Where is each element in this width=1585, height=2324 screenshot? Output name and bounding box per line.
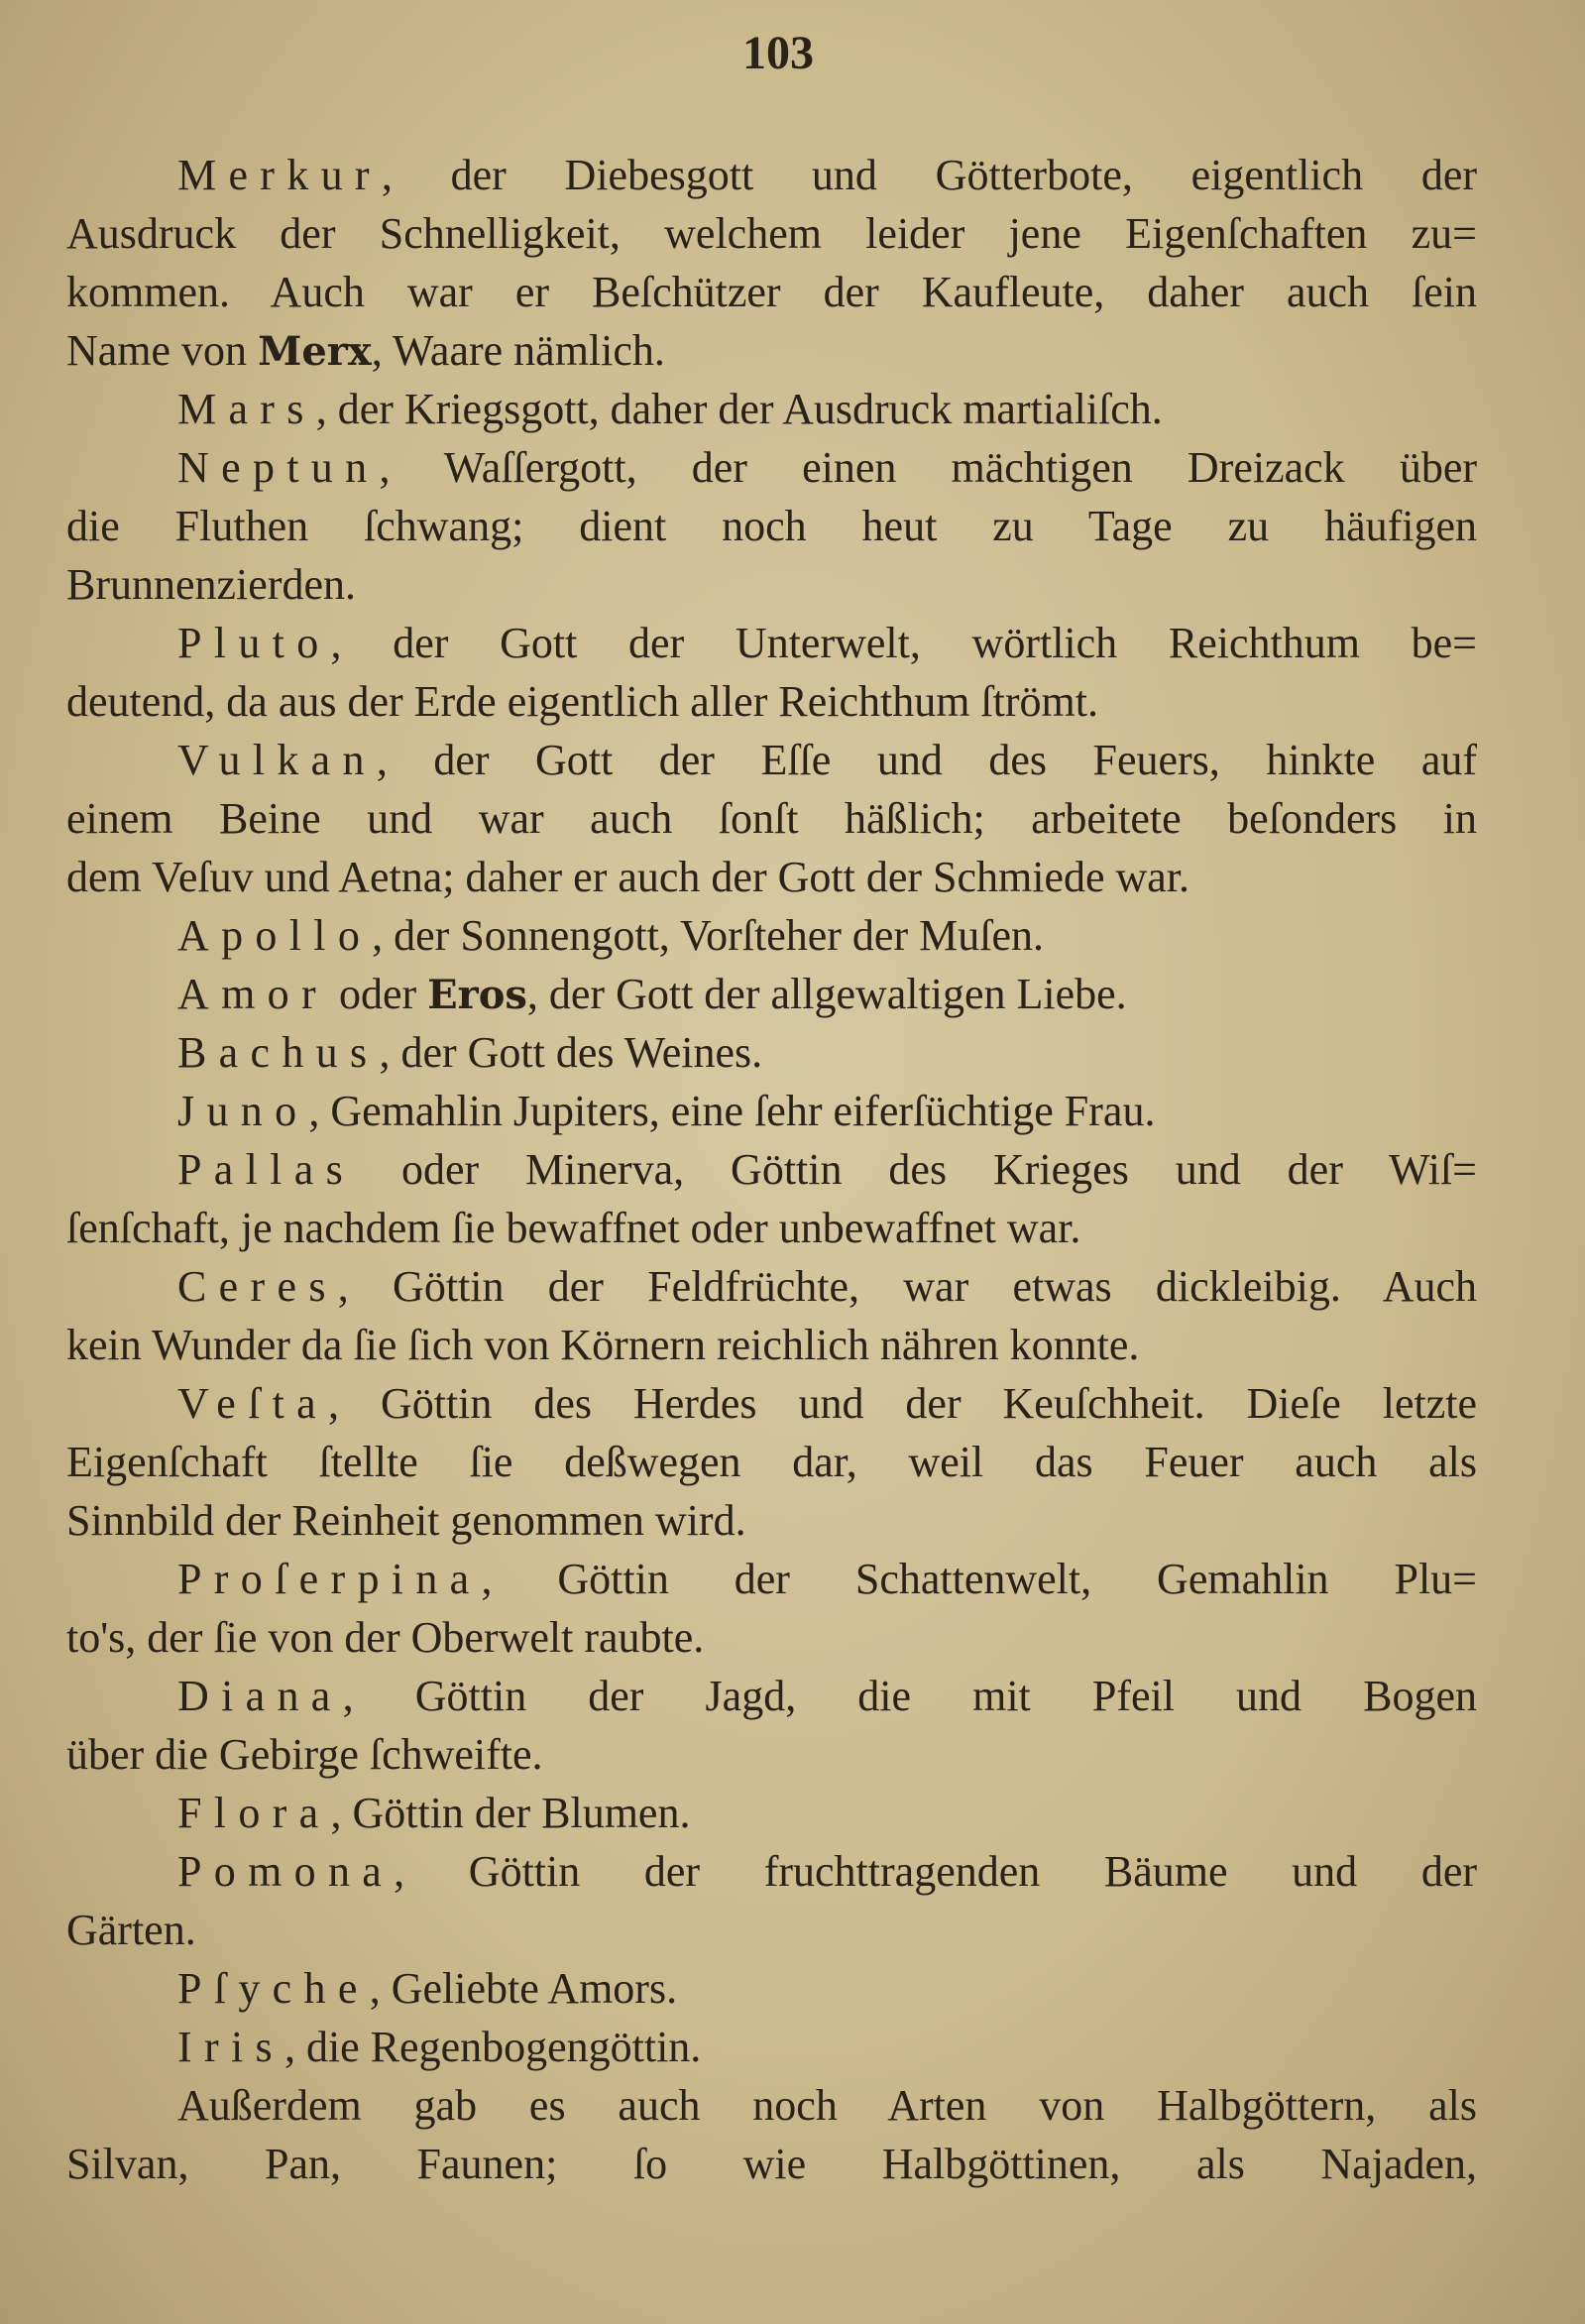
line-text: , Waſſergott, der einen mächtigen Dreizack über [379, 443, 1477, 492]
line-text: , Gemahlin Jupiters, eine ſehr eiferſüchtige Frau. [308, 1087, 1156, 1135]
text-line [66, 789, 1477, 848]
text-line [66, 1959, 1477, 2018]
text-line [66, 1433, 1477, 1491]
line-text: , Göttin der Jagd, die mit Pfeil und Bogen [342, 1672, 1477, 1720]
line-text: einem Beine und war auch ſonſt häßlich; arbeitete beſonders in [66, 794, 1477, 843]
deity-name: Pſyche [177, 1964, 370, 2013]
line-text: ſenſchaft, je nachdem ſie bewaffnet oder unbewaffnet war. [66, 1204, 1081, 1252]
text-line [66, 672, 1477, 731]
deity-name: Juno [177, 1087, 309, 1135]
text-line [66, 1667, 1477, 1725]
deity-name: Mars [177, 385, 316, 433]
text-line [66, 380, 1477, 438]
deity-name: Bachus [177, 1028, 380, 1077]
text-line [66, 1140, 1477, 1199]
text-line [66, 2018, 1477, 2076]
page-number: 103 [742, 27, 814, 79]
line-text: , Göttin der Feldfrüchte, war etwas dickleibig. Auch [337, 1262, 1477, 1311]
text-line [66, 1608, 1477, 1667]
line-text: , Göttin der fruchttragenden Bäume und der [394, 1847, 1477, 1896]
text-line [66, 731, 1477, 789]
deity-name: Vulkan [177, 736, 377, 784]
line-text: Außerdem gab es auch noch Arten von Halbgöttern, als [177, 2081, 1477, 2130]
line-text: deutend, da aus der Erde eigentlich aller Reichthum ſtrömt. [66, 677, 1098, 726]
line-text: , Geliebte Amors. [369, 1964, 678, 2013]
line-text: , die Regenbogengöttin. [283, 2023, 702, 2071]
line-text: Silvan, Pan, Faunen; ſo wie Halbgöttinen, als Najaden, [66, 2140, 1477, 2188]
text-line [66, 321, 1477, 380]
antiqua-word: Merx [258, 328, 372, 375]
text-line [66, 1550, 1477, 1608]
deity-name: Neptun [177, 443, 380, 492]
line-text: dem Veſuv und Aetna; daher er auch der Gott der Schmiede war. [66, 853, 1190, 901]
deity-name: Ceres [177, 1262, 338, 1311]
text-line [66, 497, 1477, 555]
line-text: , der Gott der Eſſe und des Feuers, hinkte auf [376, 736, 1477, 784]
text-line [66, 965, 1477, 1023]
line-text: , Waare nämlich. [371, 326, 665, 375]
deity-name: Amor [177, 970, 328, 1018]
deity-name: Pluto [177, 619, 331, 667]
text-line [66, 1199, 1477, 1257]
deity-name: Apollo [177, 911, 373, 960]
text-line [66, 614, 1477, 672]
line-text: Brunnenzierden. [66, 560, 356, 609]
body-text [66, 146, 1477, 2193]
antiqua-word: Eros [427, 972, 527, 1018]
line-text: Sinnbild der Reinheit genommen wird. [66, 1496, 746, 1545]
line-text: oder Minerva, Göttin des Krieges und der Wiſ= [355, 1145, 1477, 1194]
line-text: über die Gebirge ſchweifte. [66, 1730, 543, 1779]
text-line [66, 1842, 1477, 1901]
text-line [66, 2135, 1477, 2193]
text-line [66, 1257, 1477, 1316]
line-text: , Göttin des Herdes und der Keuſchheit. Dieſe letzte [328, 1379, 1477, 1428]
deity-name: Iris [177, 2023, 284, 2071]
deity-name: Pallas [177, 1145, 356, 1194]
text-line [66, 1725, 1477, 1784]
text-line [66, 848, 1477, 906]
line-text: to's, der ſie von der Oberwelt raubte. [66, 1613, 705, 1662]
line-text: , der Gott der Unterwelt, wörtlich Reichthum be= [330, 619, 1477, 667]
deity-name: Proſerpina [177, 1555, 482, 1603]
line-text: , der Sonnengott, Vorſteher der Muſen. [372, 911, 1044, 960]
line-text: kommen. Auch war er Beſchützer der Kaufleute, daher auch ſein [66, 268, 1477, 316]
text-line [66, 2076, 1477, 2135]
line-text: , der Diebesgott und Götterbote, eigentlich der [381, 151, 1477, 199]
text-line [66, 1491, 1477, 1550]
text-line [66, 1901, 1477, 1959]
text-line [66, 1784, 1477, 1842]
text-line [66, 1082, 1477, 1140]
line-text: kein Wunder da ſie ſich von Körnern reichlich nähren konnte. [66, 1321, 1140, 1369]
line-text: Name von [66, 326, 259, 375]
line-text: , der Gott des Weines. [379, 1028, 763, 1077]
text-line [66, 204, 1477, 263]
line-text: , der Kriegsgott, daher der Ausdruck martialiſch. [315, 385, 1163, 433]
deity-name: Pomona [177, 1847, 395, 1896]
deity-name: Flora [177, 1789, 331, 1837]
text-line [66, 555, 1477, 614]
text-line [66, 263, 1477, 321]
line-text: Gärten. [66, 1906, 196, 1954]
text-line [66, 1374, 1477, 1433]
line-text: oder [327, 970, 428, 1018]
text-line [66, 146, 1477, 204]
line-text: Ausdruck der Schnelligkeit, welchem leider jene Eigenſchaften zu= [66, 209, 1477, 258]
line-text: , Göttin der Schattenwelt, Gemahlin Plu= [481, 1555, 1477, 1603]
line-text: Eigenſchaft ſtellte ſie deßwegen dar, weil das Feuer auch als [66, 1438, 1477, 1486]
text-line [66, 1316, 1477, 1374]
line-text: , der Gott der allgewaltigen Liebe. [526, 970, 1127, 1018]
deity-name: Diana [177, 1672, 343, 1720]
text-line [66, 906, 1477, 965]
deity-name: Veſta [177, 1379, 329, 1428]
text-line [66, 1023, 1477, 1082]
line-text: die Fluthen ſchwang; dient noch heut zu Tage zu häufigen [66, 502, 1477, 550]
text-line [66, 438, 1477, 497]
deity-name: Merkur [177, 151, 382, 199]
line-text: , Göttin der Blumen. [330, 1789, 691, 1837]
